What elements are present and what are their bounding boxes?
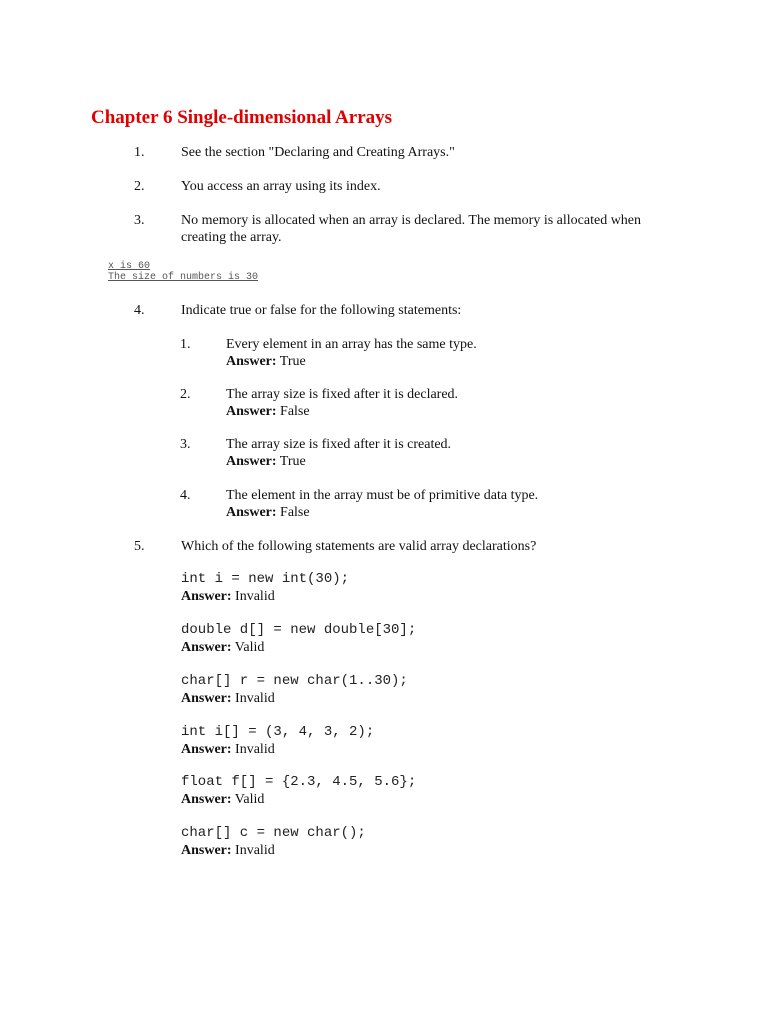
item-text: Indicate true or false for the following statements: [181,303,462,318]
answer-value: Invalid [235,742,275,757]
declaration-answer [181,791,264,808]
answer-label: Answer: [181,742,232,757]
item-text: See the section "Declaring and Creating Arrays." [181,145,455,160]
tf-statement: The element in the array must be of primitive data type. [226,488,539,503]
item-number: 1. [134,145,145,160]
answer-value: Invalid [235,589,275,604]
tf-item [226,487,666,521]
answer-label: Answer: [226,505,277,520]
tf-statement: The array size is fixed after it is created. [226,437,452,452]
tf-answer [226,353,666,370]
tf-answer [226,453,666,470]
item-text: Which of the following statements are valid array declarations? [181,539,537,554]
answer-label: Answer: [181,640,232,655]
answer-label: Answer: [226,404,277,419]
answer-label: Answer: [226,454,277,469]
answer-label: Answer: [181,691,232,706]
answer-label: Answer: [226,354,277,369]
code-declaration: int i = new int(30); [181,571,350,587]
answer-value: True [279,454,306,469]
answer-value: Invalid [235,843,275,858]
declaration-answer [181,741,275,758]
code-declaration: char[] c = new char(); [181,825,366,841]
tf-item [226,386,666,420]
declaration-answer [181,842,275,859]
answer-label: Answer: [181,843,232,858]
item-number: 2. [134,179,145,194]
tf-item [226,336,666,370]
tf-answer [226,504,666,521]
declaration-answer [181,690,275,707]
tf-item [226,436,666,470]
item-number: 3. [134,213,145,228]
program-output-line: The size of numbers is 30 [108,272,259,283]
item-number: 4. [134,303,145,318]
program-output-line: x is 60 [108,261,151,272]
tf-statement: The array size is fixed after it is declared. [226,387,459,402]
code-declaration: float f[] = {2.3, 4.5, 5.6}; [181,774,417,790]
declaration-answer [181,588,275,605]
subitem-number: 1. [180,337,191,352]
subitem-number: 2. [180,387,191,402]
tf-statement: Every element in an array has the same type. [226,337,477,352]
declaration-answer [181,639,264,656]
answer-value: False [280,404,310,419]
page-title: Chapter 6 Single-dimensional Arrays [91,107,393,128]
answer-value: Invalid [235,691,275,706]
answer-value: True [279,354,306,369]
item-number: 5. [134,539,145,554]
code-declaration: char[] r = new char(1..30); [181,673,408,689]
tf-answer [226,403,666,420]
item-text: No memory is allocated when an array is declared. The memory is allocated when creating the array. [181,213,642,245]
subitem-number: 4. [180,488,191,503]
answer-label: Answer: [181,589,232,604]
answer-value: Valid [234,640,265,655]
answer-label: Answer: [181,792,232,807]
code-declaration: int i[] = (3, 4, 3, 2); [181,724,375,740]
answer-value: False [280,505,310,520]
subitem-number: 3. [180,437,191,452]
code-declaration: double d[] = new double[30]; [181,622,417,638]
item-text: You access an array using its index. [181,179,381,194]
answer-value: Valid [234,792,265,807]
